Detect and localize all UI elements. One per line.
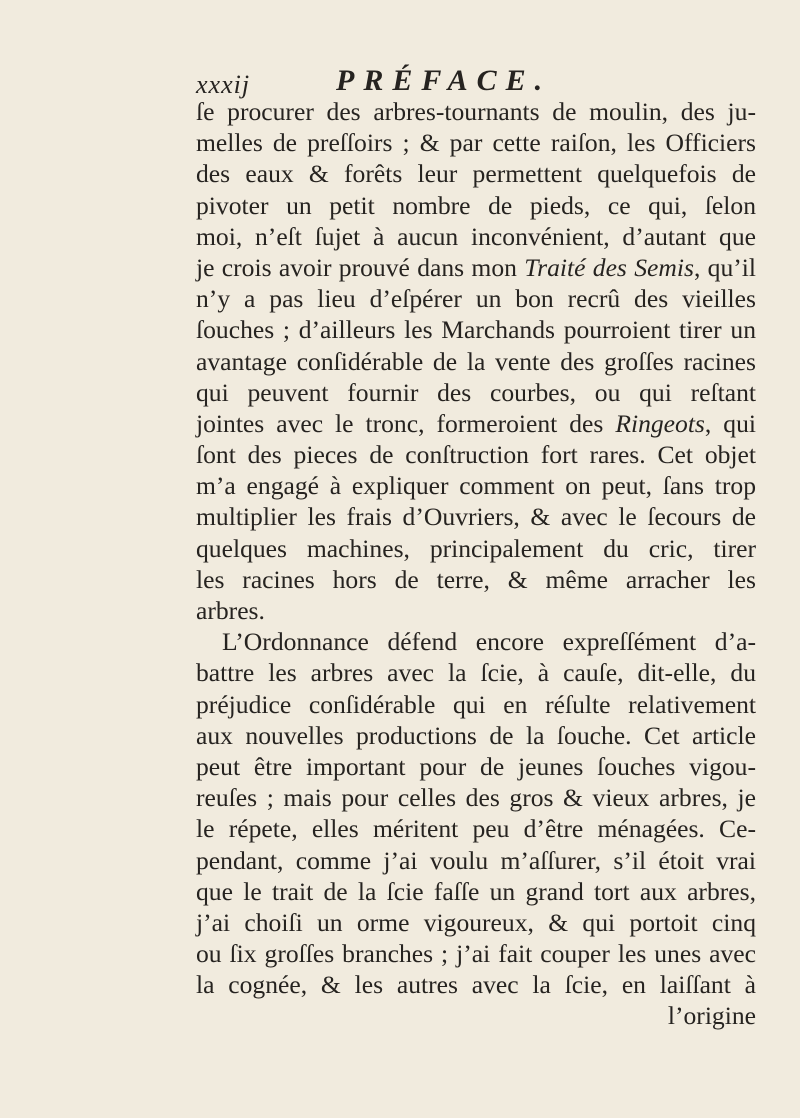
body-text — [196, 96, 756, 1032]
catchword: l’origine — [667, 1001, 756, 1031]
italic-title: Traité des Semis — [524, 252, 694, 282]
text-line: moi, n’eſt ſujet à aucun inconvénient, d’autant que — [196, 221, 756, 251]
text-line: les racines hors de terre, & même arracher les — [196, 564, 756, 594]
text-segment: je crois avoir prouvé dans mon — [196, 252, 525, 282]
text-line: qui peuvent fournir des courbes, ou qui reſtant — [196, 377, 756, 407]
text-line: pendant, comme j’ai voulu m’aſſurer, s’il étoit vrai — [196, 845, 756, 875]
text-line: ou ſix groſſes branches ; j’ai fait couper les unes avec — [196, 939, 756, 969]
text-segment: jointes avec le tronc, formeroient des — [196, 408, 616, 438]
text-line: quelques machines, principalement du cric, tirer — [196, 533, 756, 563]
text-segment: , qui — [704, 408, 756, 438]
text-line: multiplier les frais d’Ouvriers, & avec le ſecours de — [196, 502, 756, 532]
text-line: melles de preſſoirs ; & par cette raiſon, les Officiers — [196, 128, 756, 158]
text-line: pivoter un petit nombre de pieds, ce qui, ſelon — [196, 190, 756, 220]
page-header — [196, 64, 756, 98]
text-line: j’ai choiſi un orme vigoureux, & qui portoit cinq — [196, 907, 756, 937]
text-line: le répete, elles méritent peu d’être ménagées. Ce- — [196, 814, 756, 844]
text-line: des eaux & forêts leur permettent quelquefois de — [196, 159, 756, 189]
text-line: aux nouvelles productions de la ſouche. Cet article — [196, 720, 756, 750]
text-line: battre les arbres avec la ſcie, à cauſe, dit-elle, du — [196, 658, 756, 688]
text-line: ſouches ; d’ailleurs les Marchands pourroient tirer un — [196, 315, 756, 345]
text-line: ſont des pieces de conſtruction fort rares. Cet objet — [196, 440, 756, 470]
text-segment: , qu’il — [693, 252, 757, 282]
text-line — [196, 252, 756, 283]
text-line: L’Ordonnance défend encore expreſſément d’a- — [222, 627, 756, 657]
text-line: que le trait de la ſcie faſſe un grand tort aux arbres, — [196, 876, 756, 906]
text-line: peut être important pour de jeunes ſouches vigou- — [196, 751, 756, 781]
text-line — [196, 408, 756, 439]
text-line: ſe procurer des arbres-tournants de moulin, des ju- — [196, 97, 756, 126]
text-line: arbres. — [196, 596, 265, 625]
text-line: n’y a pas lieu d’eſpérer un bon recrû des vieilles — [196, 284, 756, 314]
text-line: la cognée, & les autres avec la ſcie, en laiſſant à — [196, 970, 756, 1000]
text-line: m’a engagé à expliquer comment on peut, ſans trop — [196, 471, 756, 501]
text-line: préjudice conſidérable qui en réſulte relativement — [196, 689, 756, 719]
italic-title: Ringeots — [615, 408, 705, 438]
running-title: PRÉFACE. — [336, 64, 552, 97]
text-line: avantage conſidérable de la vente des groſſes racines — [196, 346, 756, 376]
page-number: xxxij — [196, 70, 251, 99]
text-line: reuſes ; mais pour celles des gros & vieux arbres, je — [196, 783, 756, 813]
